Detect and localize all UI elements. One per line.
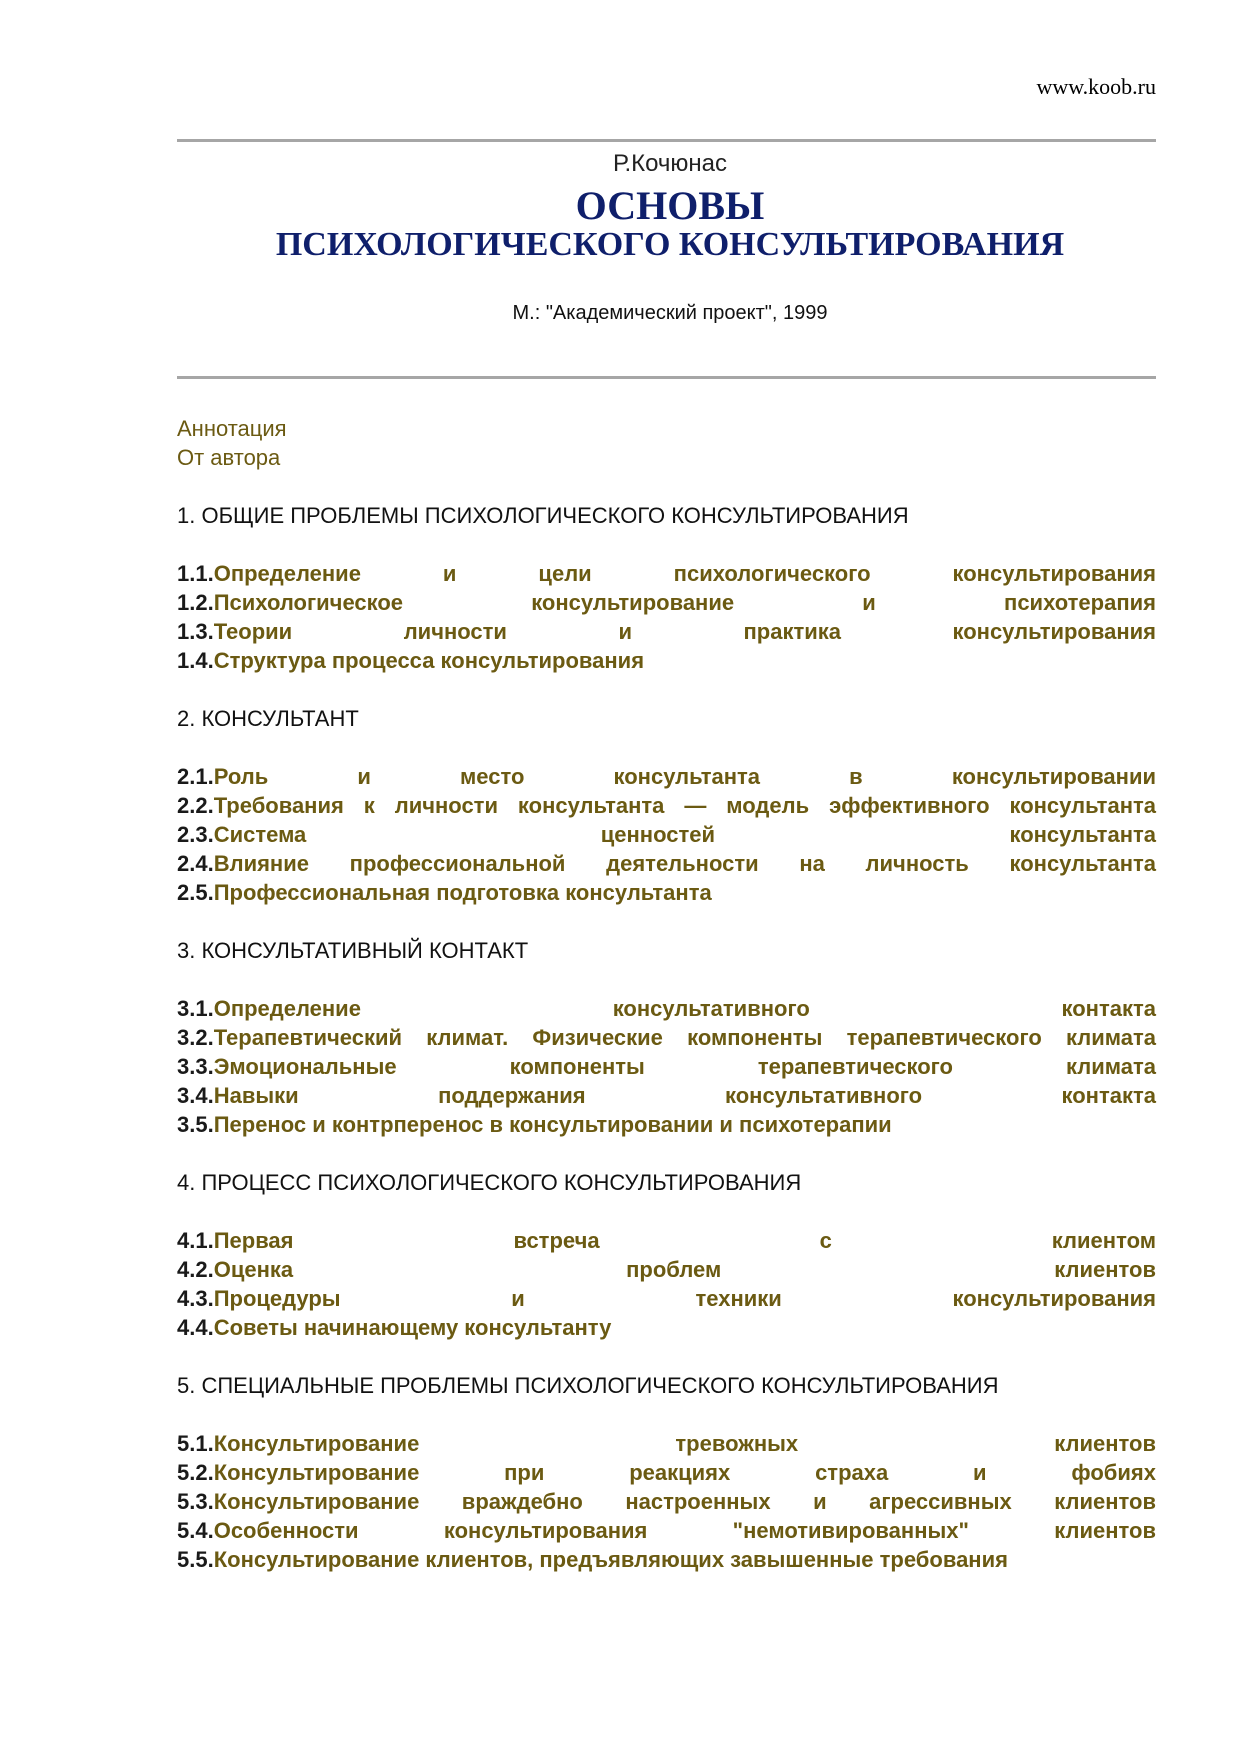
front-matter (177, 414, 1156, 472)
top-divider (177, 139, 1156, 142)
toc-item-link[interactable]: Определение и цели психологического консультирования (213, 561, 1156, 586)
link-from-author[interactable]: От автора (177, 445, 281, 470)
toc-item[interactable] (177, 1023, 1156, 1052)
toc-item-number: 3.3. (177, 1054, 214, 1079)
toc-item[interactable] (177, 1458, 1156, 1487)
chapter-items (177, 1429, 1156, 1574)
toc-item-number: 1.1. (177, 561, 214, 586)
toc-item[interactable] (177, 791, 1156, 820)
toc-item-number: 3.2. (177, 1025, 214, 1050)
toc-item-number: 2.3. (177, 822, 214, 847)
table-of-contents (177, 414, 1156, 1574)
toc-item-number: 3.1. (177, 996, 214, 1021)
toc-item-number: 1.3. (177, 619, 214, 644)
chapter-items (177, 559, 1156, 675)
publication-info: М.: "Академический проект", 1999 (512, 302, 828, 324)
toc-item[interactable] (177, 994, 1156, 1023)
toc-item-link[interactable]: Влияние профессиональной деятельности на личность консультанта (213, 851, 1156, 876)
toc-item-link[interactable]: Навыки поддержания консультативного контакта (213, 1083, 1156, 1108)
toc-item-link[interactable]: Определение консультативного контакта (213, 996, 1156, 1021)
toc-item[interactable] (177, 1313, 1156, 1342)
toc-item-number: 2.1. (177, 764, 214, 789)
toc-item[interactable] (177, 1429, 1156, 1458)
chapter-items (177, 994, 1156, 1139)
toc-item-link[interactable]: Консультирование враждебно настроенных и агрессивных клиентов (213, 1489, 1156, 1514)
toc-item-link[interactable]: Процедуры и техники консультирования (213, 1286, 1156, 1311)
chapters-list (177, 501, 1156, 1574)
toc-item-link[interactable]: Требования к личности консультанта — модель эффективного консультанта (213, 793, 1156, 818)
chapter-heading: 5. СПЕЦИАЛЬНЫЕ ПРОБЛЕМЫ ПСИХОЛОГИЧЕСКОГО КОНСУЛЬТИРОВАНИЯ (177, 1373, 999, 1398)
chapter-heading: 4. ПРОЦЕСС ПСИХОЛОГИЧЕСКОГО КОНСУЛЬТИРОВАНИЯ (177, 1170, 802, 1195)
bottom-divider (177, 376, 1156, 379)
toc-item-link[interactable]: Консультирование клиентов, предъявляющих завышенные требования (213, 1547, 1008, 1572)
toc-item-number: 4.2. (177, 1257, 214, 1282)
chapter-items (177, 1226, 1156, 1342)
toc-item-link[interactable]: Советы начинающему консультанту (213, 1315, 612, 1340)
chapter-heading: 1. ОБЩИЕ ПРОБЛЕМЫ ПСИХОЛОГИЧЕСКОГО КОНСУЛЬТИРОВАНИЯ (177, 503, 909, 528)
toc-item[interactable] (177, 1226, 1156, 1255)
toc-item-link[interactable]: Терапевтический климат. Физические компоненты терапевтического климата (213, 1025, 1156, 1050)
site-url: www.koob.ru (1036, 74, 1156, 99)
chapter-items (177, 762, 1156, 907)
toc-item[interactable] (177, 1081, 1156, 1110)
author-name: Р.Кочюнас (612, 150, 728, 177)
toc-item-number: 5.2. (177, 1460, 214, 1485)
toc-item-number: 4.1. (177, 1228, 214, 1253)
toc-item-link[interactable]: Структура процесса консультирования (213, 648, 645, 673)
toc-item-number: 4.4. (177, 1315, 214, 1340)
toc-item[interactable] (177, 1052, 1156, 1081)
toc-item-number: 5.3. (177, 1489, 214, 1514)
chapter-heading: 3. КОНСУЛЬТАТИВНЫЙ КОНТАКТ (177, 938, 529, 963)
toc-item-link[interactable]: Консультирование тревожных клиентов (213, 1431, 1156, 1456)
toc-item[interactable] (177, 1284, 1156, 1313)
toc-item[interactable] (177, 588, 1156, 617)
toc-item[interactable] (177, 1487, 1156, 1516)
toc-item[interactable] (177, 559, 1156, 588)
toc-item[interactable] (177, 849, 1156, 878)
toc-item-link[interactable]: Роль и место консультанта в консультировании (213, 764, 1156, 789)
toc-item-number: 1.2. (177, 590, 214, 615)
toc-item-link[interactable]: Перенос и контрперенос в консультировании и психотерапии (213, 1112, 892, 1137)
toc-item-number: 5.1. (177, 1431, 214, 1456)
toc-item[interactable] (177, 1545, 1156, 1574)
toc-item-number: 3.4. (177, 1083, 214, 1108)
toc-item-link[interactable]: Консультирование при реакциях страха и фобиях (213, 1460, 1156, 1485)
toc-item[interactable] (177, 878, 1156, 907)
book-title-line2: ПСИХОЛОГИЧЕСКОГО КОНСУЛЬТИРОВАНИЯ (275, 226, 1065, 263)
toc-item-number: 2.5. (177, 880, 214, 905)
toc-item-number: 2.2. (177, 793, 214, 818)
toc-item[interactable] (177, 762, 1156, 791)
toc-item[interactable] (177, 617, 1156, 646)
toc-item-link[interactable]: Особенности консультирования "немотивированных" клиентов (213, 1518, 1156, 1543)
toc-item-link[interactable]: Система ценностей консультанта (213, 822, 1156, 847)
toc-item[interactable] (177, 1110, 1156, 1139)
chapter-heading: 2. КОНСУЛЬТАНТ (177, 706, 359, 731)
toc-item-number: 3.5. (177, 1112, 214, 1137)
toc-item[interactable] (177, 820, 1156, 849)
toc-item-number: 2.4. (177, 851, 214, 876)
toc-item-number: 5.5. (177, 1547, 214, 1572)
toc-item-link[interactable]: Психологическое консультирование и психотерапия (213, 590, 1156, 615)
toc-item-number: 1.4. (177, 648, 214, 673)
toc-item-link[interactable]: Оценка проблем клиентов (213, 1257, 1156, 1282)
toc-item-link[interactable]: Профессиональная подготовка консультанта (213, 880, 712, 905)
toc-item-number: 4.3. (177, 1286, 214, 1311)
link-annotation[interactable]: Аннотация (177, 416, 287, 441)
toc-item[interactable] (177, 646, 1156, 675)
toc-item-number: 5.4. (177, 1518, 214, 1543)
book-title-line1: ОСНОВЫ (575, 183, 765, 228)
toc-item-link[interactable]: Эмоциональные компоненты терапевтического климата (213, 1054, 1156, 1079)
toc-item-link[interactable]: Теории личности и практика консультирования (213, 619, 1156, 644)
toc-item[interactable] (177, 1516, 1156, 1545)
toc-item-link[interactable]: Первая встреча с клиентом (213, 1228, 1156, 1253)
toc-item[interactable] (177, 1255, 1156, 1284)
